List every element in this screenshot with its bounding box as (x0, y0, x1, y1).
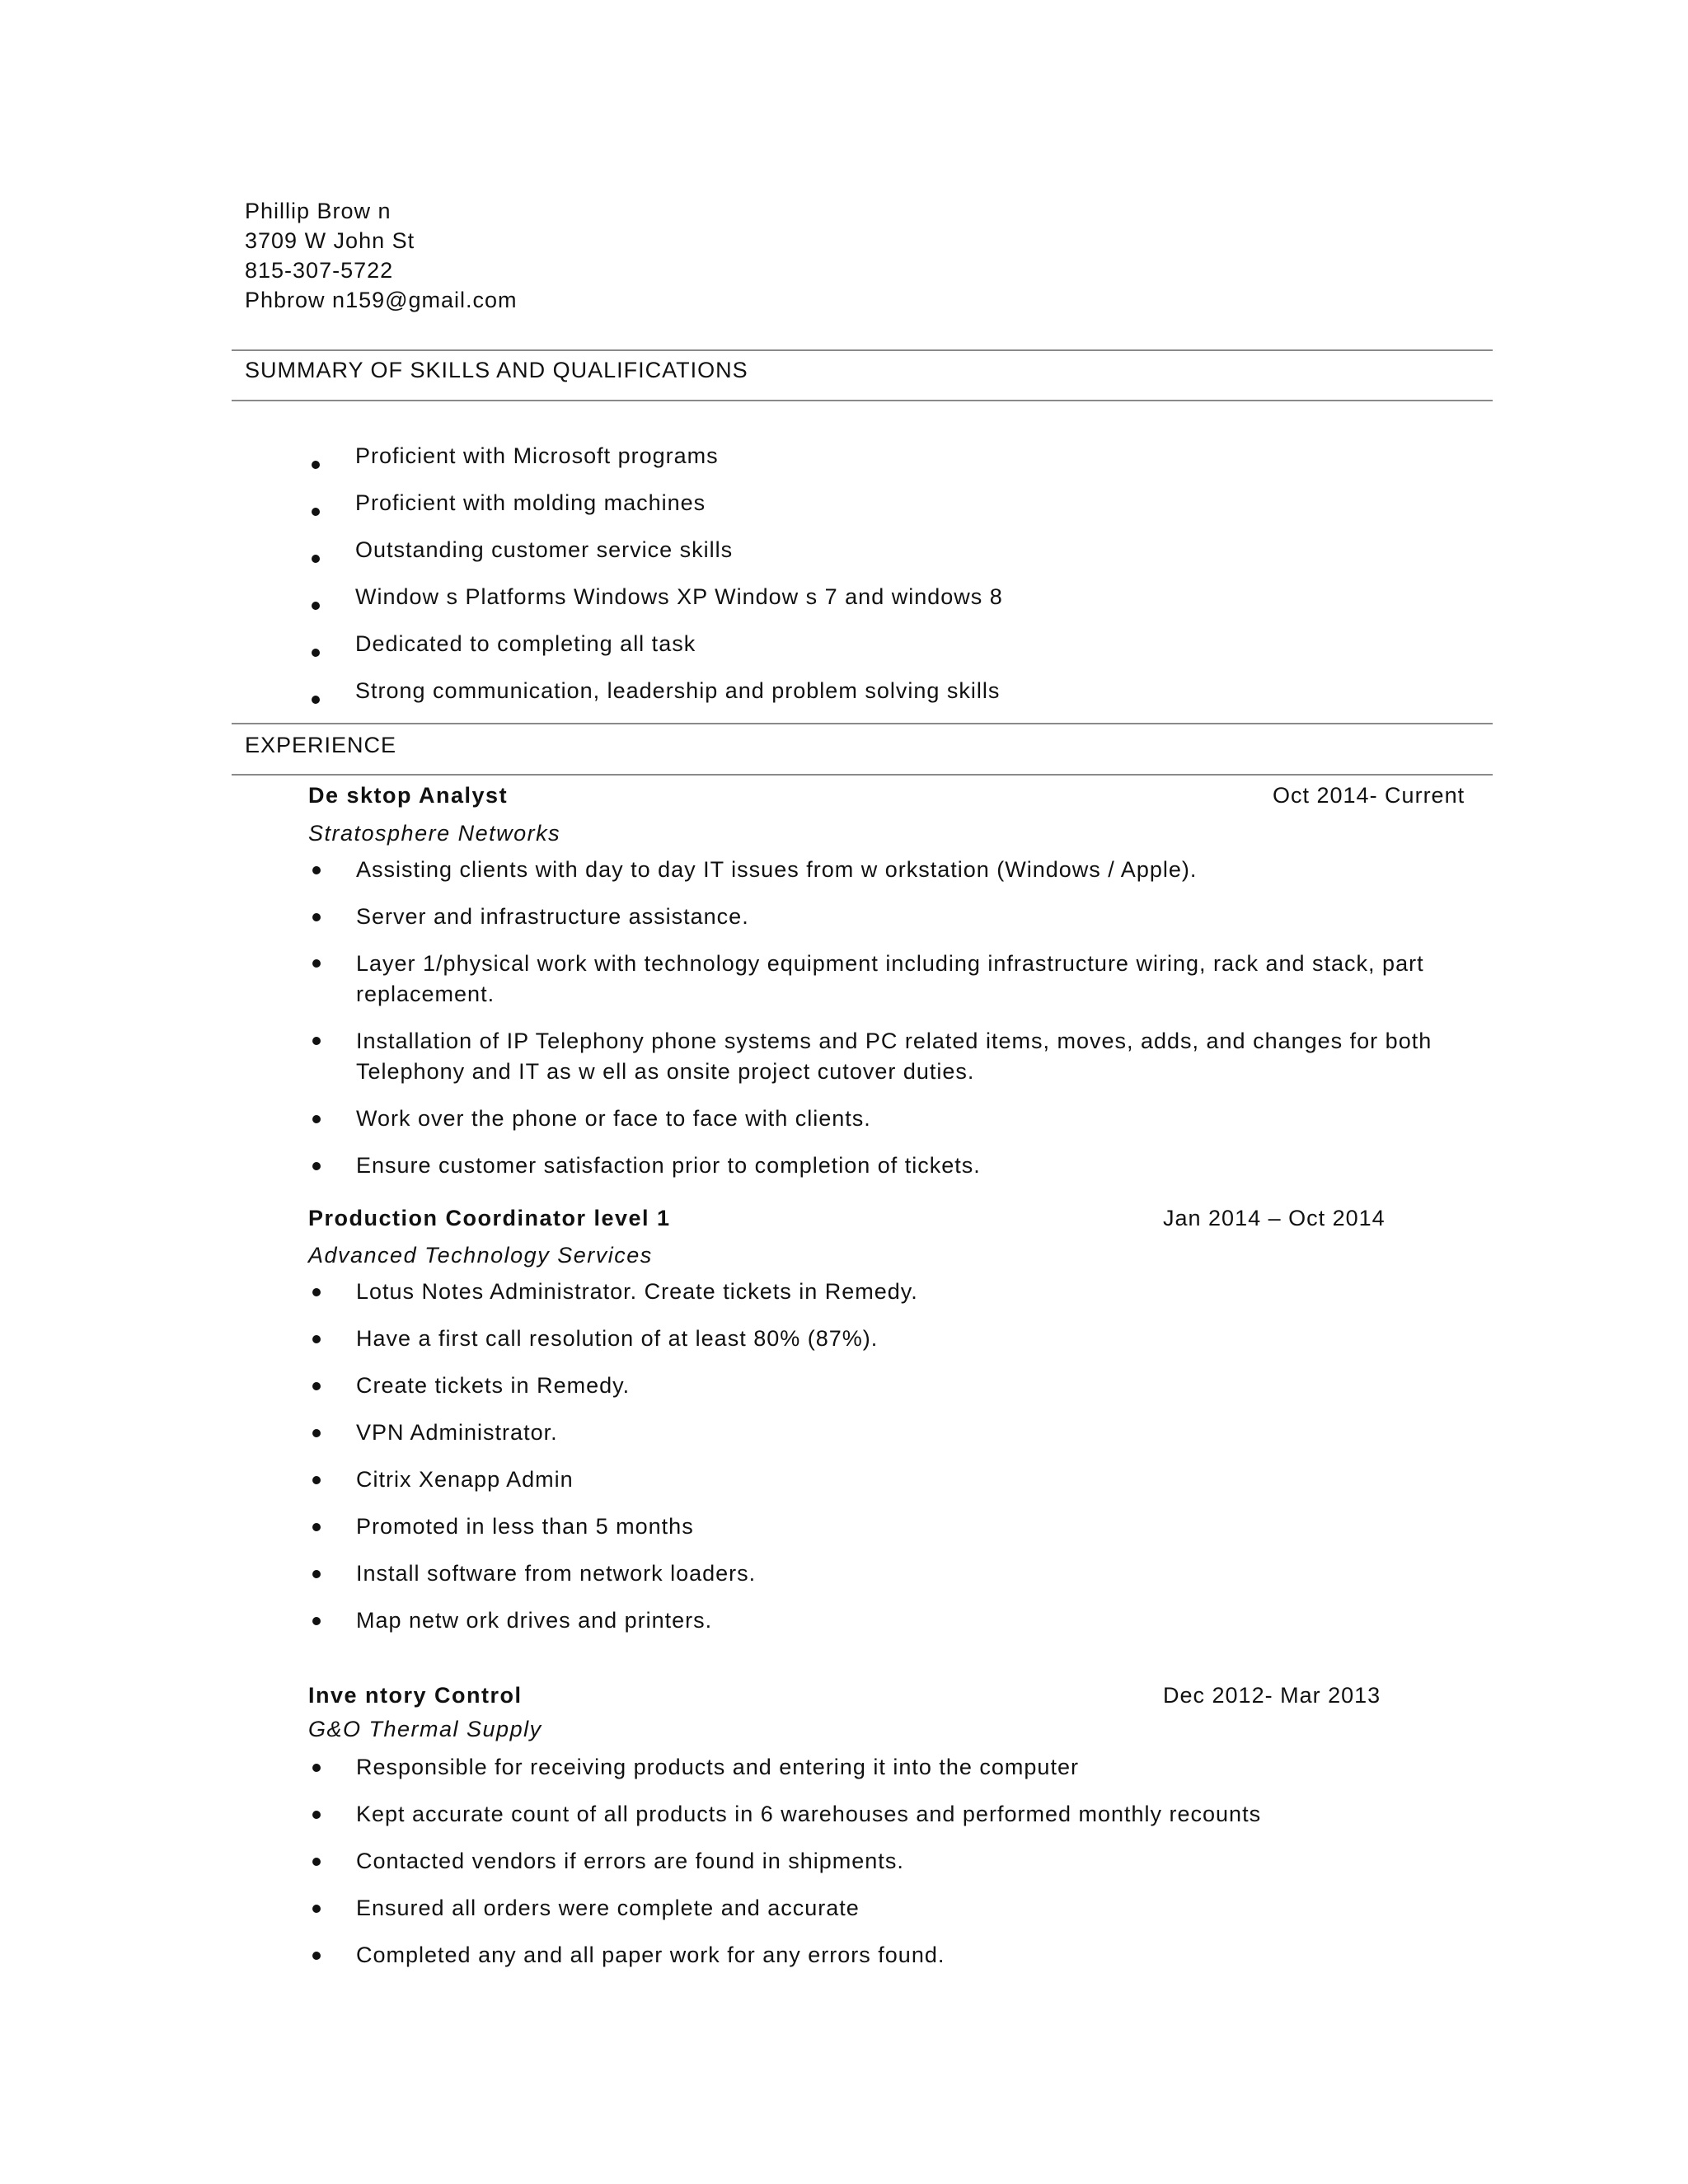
duty-item: Responsible for receiving products and entering it into the computer (356, 1752, 1261, 1783)
bullet-icon (312, 1811, 321, 1819)
duty-item: Assisting clients with day to day IT issues from w orkstation (Windows / Apple). (356, 855, 1477, 885)
job-company: G&O Thermal Supply (308, 1717, 542, 1741)
skill-item: Strong communication, leadership and problem solving skills (355, 676, 1003, 723)
bullet-icon (312, 1858, 321, 1866)
bullet-icon (312, 1115, 321, 1123)
bullet-icon (312, 1476, 321, 1484)
bullet-icon (312, 913, 321, 921)
duty-item: Promoted in less than 5 months (356, 1511, 918, 1542)
duty-item: Lotus Notes Administrator. Create tickets in Remedy. (356, 1277, 918, 1307)
job-company: Stratosphere Networks (308, 821, 561, 846)
bullet-icon (312, 1952, 321, 1960)
skill-item: Proficient with Microsoft programs (355, 441, 1003, 488)
duty-item: Installation of IP Telephony phone systems and PC related items, moves, adds, and changes for both Telephony and IT as w ell as onsite project cutover duties. (356, 1026, 1477, 1087)
job-dates: Oct 2014- Current (1273, 783, 1465, 808)
bullet-icon (312, 959, 321, 968)
bullet-icon (312, 696, 320, 704)
skill-item: Window s Platforms Windows XP Window s 7 and windows 8 (355, 582, 1003, 629)
contact-address: 3709 W John St (245, 228, 415, 253)
experience-heading: EXPERIENCE (245, 733, 397, 757)
bullet-icon (312, 602, 320, 610)
bullet-icon (312, 1905, 321, 1913)
duty-item: Layer 1/physical work with technology equipment including infrastructure wiring, rack and stack, part replacement. (356, 949, 1477, 1010)
duty-item: VPN Administrator. (356, 1418, 918, 1448)
skill-item: Proficient with molding machines (355, 488, 1003, 535)
duty-item: Kept accurate count of all products in 6 warehouses and performed monthly recounts (356, 1799, 1261, 1830)
bullet-icon (312, 1570, 321, 1578)
skills-list (355, 441, 1003, 723)
bullet-icon (312, 508, 320, 516)
contact-block (245, 196, 518, 315)
duty-item: Server and infrastructure assistance. (356, 902, 1477, 932)
job-title: De sktop Analyst (308, 783, 509, 808)
job-dates: Dec 2012- Mar 2013 (1163, 1683, 1381, 1708)
duty-item: Have a first call resolution of at least 80% (87%). (356, 1324, 918, 1354)
duty-item: Ensure customer satisfaction prior to completion of tickets. (356, 1151, 1477, 1181)
bullet-icon (312, 1335, 321, 1343)
duty-item: Map netw ork drives and printers. (356, 1605, 918, 1636)
contact-email: Phbrow n159@gmail.com (245, 288, 518, 312)
section-divider (232, 774, 1493, 776)
duty-item: Contacted vendors if errors are found in shipments. (356, 1846, 1261, 1877)
duty-item: Ensured all orders were complete and accurate (356, 1893, 1261, 1924)
bullet-icon (312, 1429, 321, 1437)
bullet-icon (312, 1382, 321, 1390)
bullet-icon (312, 649, 320, 657)
job-title: Production Coordinator level 1 (308, 1206, 671, 1230)
section-divider (232, 723, 1493, 724)
skill-item: Dedicated to completing all task (355, 629, 1003, 676)
section-divider (232, 400, 1493, 401)
section-divider (232, 349, 1493, 351)
duty-item: Completed any and all paper work for any errors found. (356, 1940, 1261, 1971)
job-duties-list (356, 1277, 918, 1652)
duty-item: Install software from network loaders. (356, 1558, 918, 1589)
bullet-icon (312, 1617, 321, 1625)
bullet-icon (312, 1288, 321, 1296)
duty-item: Work over the phone or face to face with clients. (356, 1104, 1477, 1134)
duty-item: Citrix Xenapp Admin (356, 1465, 918, 1495)
job-dates: Jan 2014 – Oct 2014 (1163, 1206, 1386, 1230)
duty-item: Create tickets in Remedy. (356, 1371, 918, 1401)
bullet-icon (312, 1523, 321, 1531)
bullet-icon (312, 1764, 321, 1772)
bullet-icon (312, 461, 320, 469)
bullet-icon (312, 1037, 321, 1045)
job-title: Inve ntory Control (308, 1683, 523, 1708)
job-company: Advanced Technology Services (308, 1243, 653, 1268)
contact-name: Phillip Brow n (245, 199, 392, 223)
summary-heading: SUMMARY OF SKILLS AND QUALIFICATIONS (245, 358, 748, 382)
contact-phone: 815-307-5722 (245, 258, 394, 283)
job-duties-list (356, 1752, 1261, 1987)
bullet-icon (312, 555, 320, 563)
bullet-icon (312, 1162, 321, 1170)
job-duties-list (356, 855, 1477, 1197)
skill-item: Outstanding customer service skills (355, 535, 1003, 582)
bullet-icon (312, 866, 321, 874)
